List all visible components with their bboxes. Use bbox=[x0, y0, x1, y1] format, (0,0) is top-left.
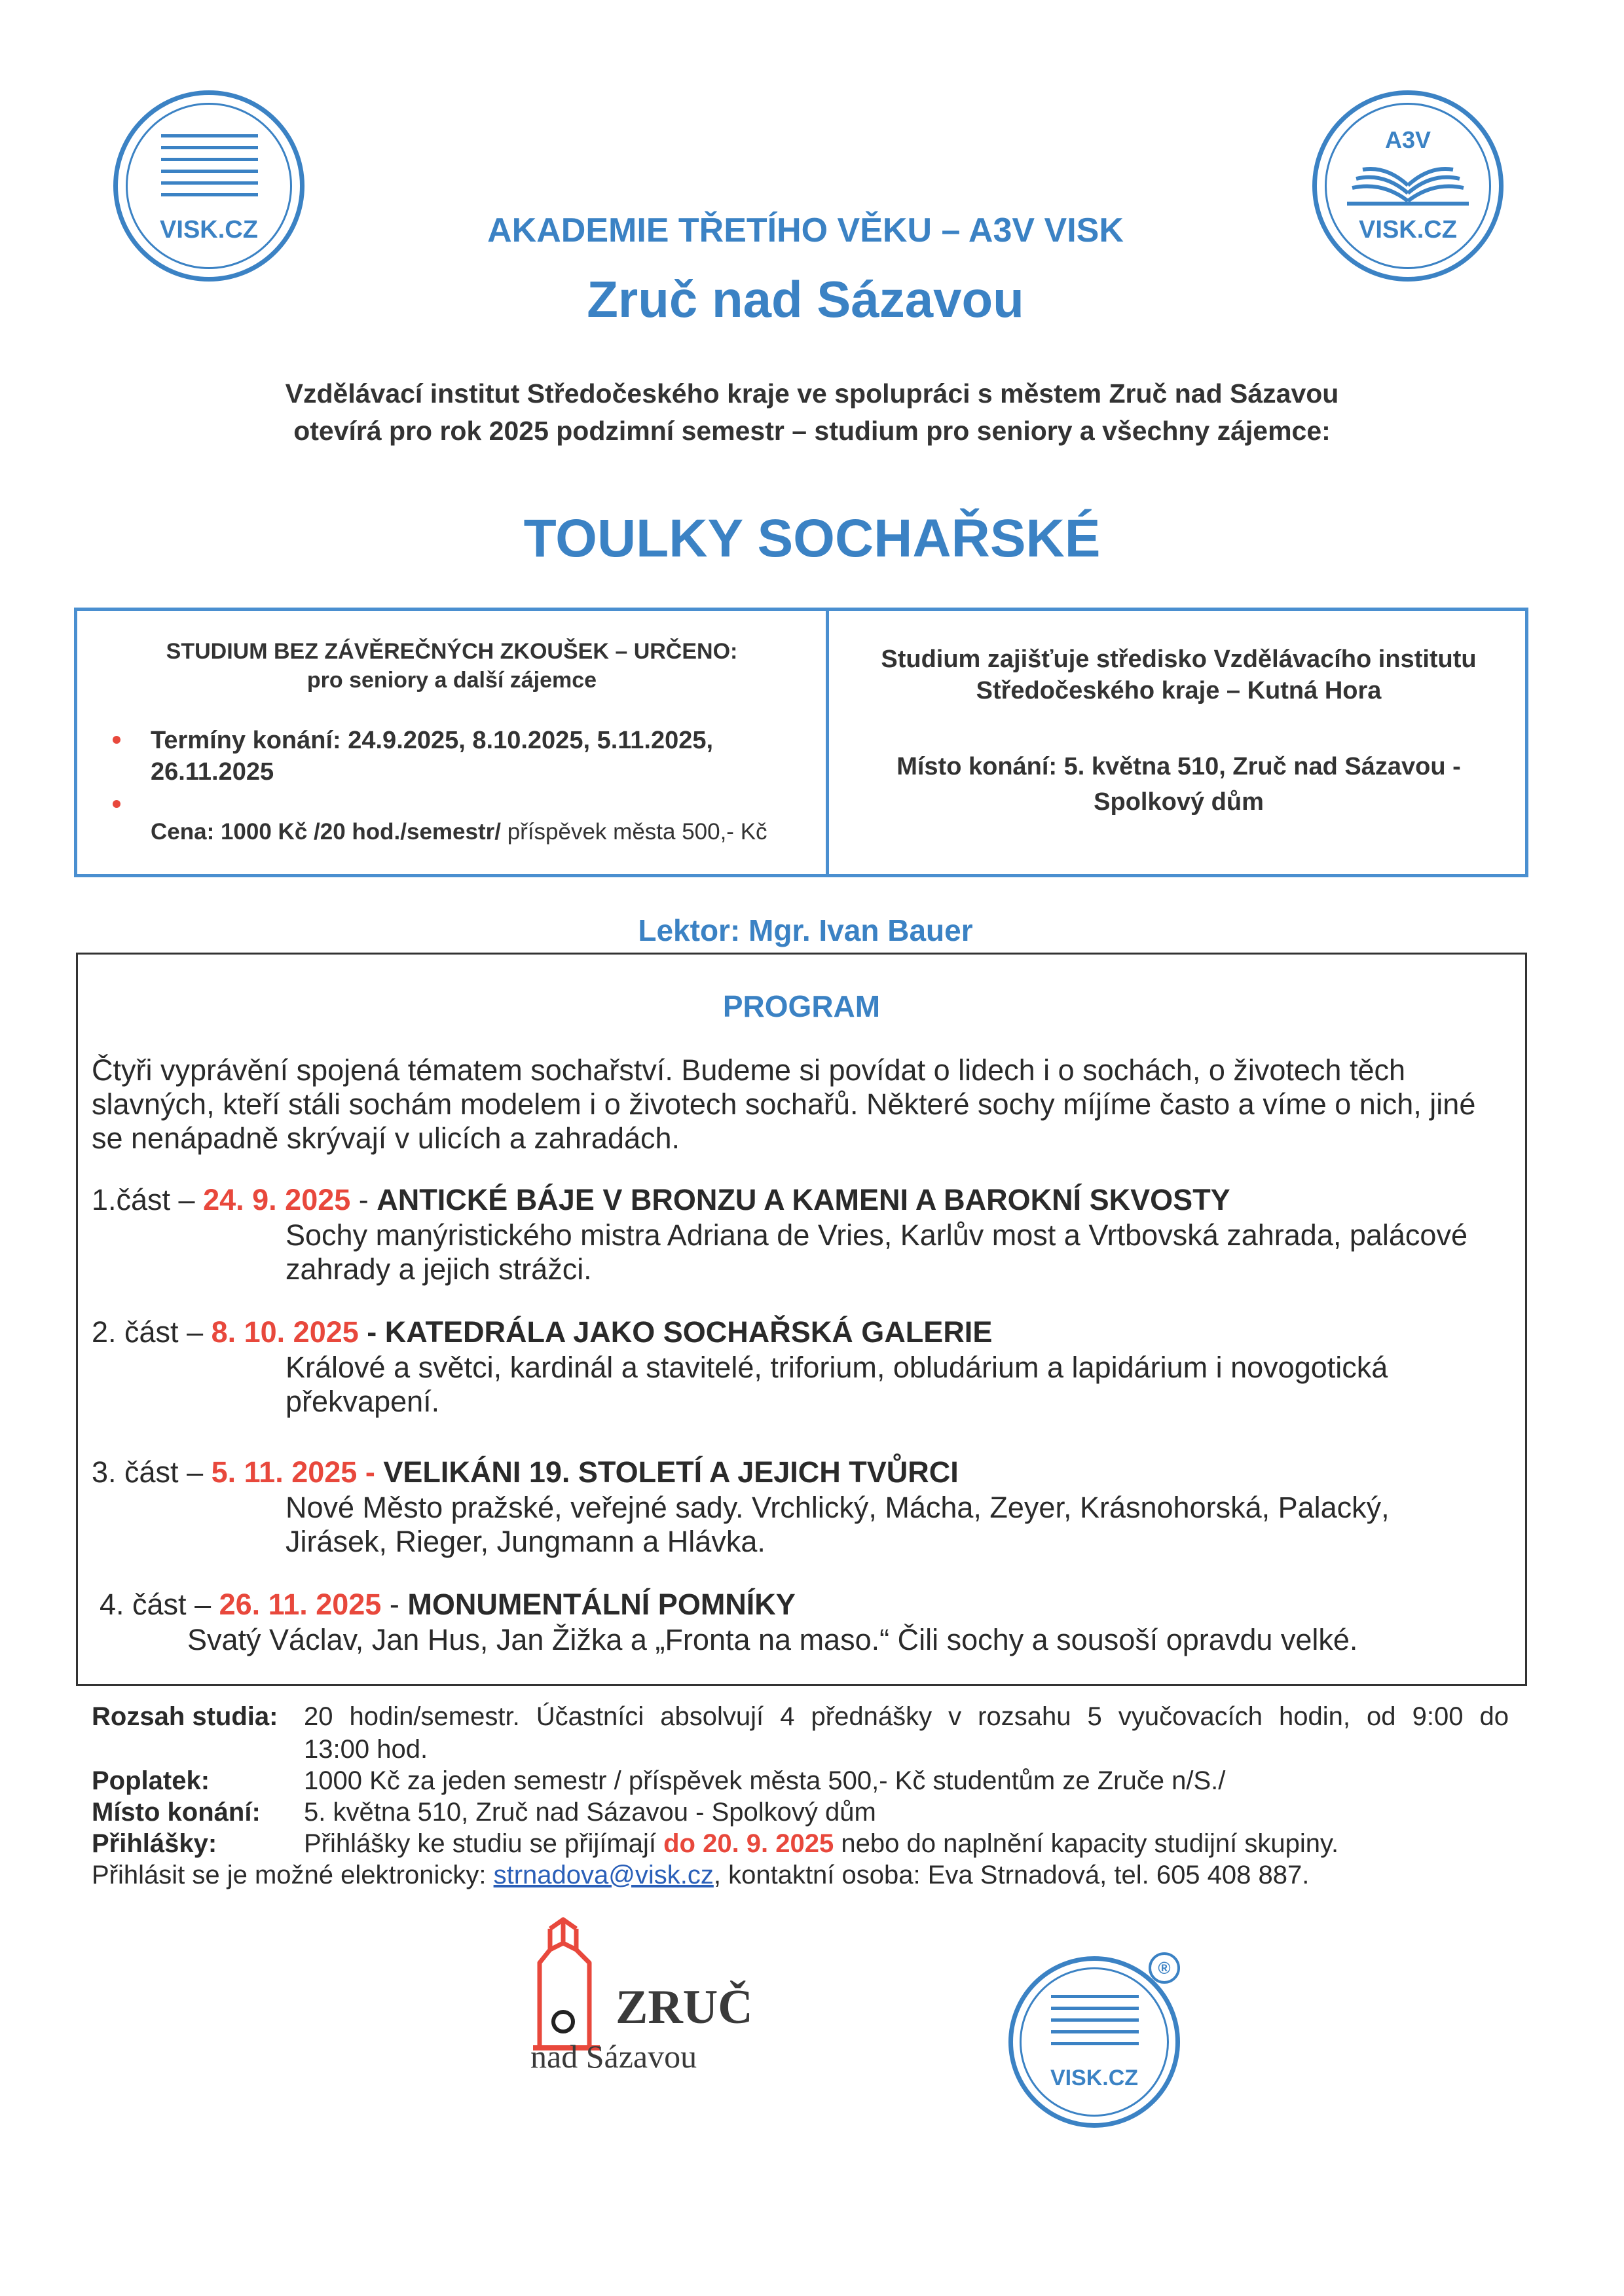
fee-text: 1000 Kč za jeden semestr / příspěvek města 500,- Kč studentům ze Zruče n/S./ bbox=[304, 1766, 1226, 1795]
part-sep: - bbox=[381, 1588, 408, 1621]
visk-logo-text: VISK.CZ bbox=[160, 216, 258, 244]
price-line bbox=[151, 818, 767, 847]
terms-line-1: Termíny konání: 24.9.2025, 8.10.2025, 5.11.2025, bbox=[151, 727, 714, 754]
part-prefix: 4. část – bbox=[100, 1588, 219, 1621]
open-book-icon bbox=[1343, 162, 1473, 208]
email-link[interactable]: strnadova@visk.cz bbox=[493, 1861, 714, 1889]
intro-line-1: Vzdělávací institut Středočeského kraje ve spolupráci s městem Zruč nad Sázavou bbox=[285, 378, 1339, 409]
a3v-visk-logo-right bbox=[1312, 90, 1504, 282]
program-part-1-desc-2: zahrady a jejich strážci. bbox=[286, 1252, 592, 1286]
apply-text-a: Přihlášky ke studiu se přijímají bbox=[304, 1829, 664, 1858]
part-sep: - bbox=[358, 1315, 385, 1349]
part-date: 5. 11. 2025 bbox=[211, 1455, 358, 1489]
visk-logo-text: VISK.CZ bbox=[1050, 2066, 1139, 2090]
place-line-2: Spolkový dům bbox=[1094, 788, 1264, 816]
part-title: KATEDRÁLA JAKO SOCHAŘSKÁ GALERIE bbox=[384, 1315, 993, 1349]
document-lines-icon bbox=[161, 134, 258, 205]
program-part-1-heading bbox=[92, 1182, 1230, 1218]
visk-logo-left bbox=[113, 90, 304, 282]
registered-mark-icon: ® bbox=[1149, 1952, 1180, 1984]
tower-icon bbox=[530, 1917, 602, 2054]
intro-line-2: otevírá pro rok 2025 podzimní semestr – studium pro seniory a všechny zájemce: bbox=[293, 416, 1331, 446]
part-title: MONUMENTÁLNÍ POMNÍKY bbox=[407, 1588, 796, 1621]
program-part-2-heading bbox=[92, 1315, 992, 1351]
program-part-3-desc-2: Jirásek, Rieger, Jungmann a Hlávka. bbox=[286, 1525, 766, 1558]
part-date: 8. 10. 2025 bbox=[211, 1315, 359, 1349]
price-rest: příspěvek města 500,- Kč bbox=[500, 819, 767, 845]
part-date: 24. 9. 2025 bbox=[203, 1183, 351, 1216]
apply-text-b: nebo do naplnění kapacity studijní skupiny. bbox=[834, 1829, 1339, 1858]
program-part-4-heading bbox=[100, 1587, 796, 1623]
visk-logo-text: VISK.CZ bbox=[1359, 216, 1457, 244]
place-label: Místo konání: bbox=[92, 1798, 261, 1827]
part-date: 26. 11. 2025 bbox=[219, 1588, 382, 1621]
part-prefix: 3. část – bbox=[92, 1455, 212, 1489]
program-part-4-desc-1: Svatý Václav, Jan Hus, Jan Žižka a „Fronta na maso.“ Čili sochy a sousoší opravdu velké. bbox=[187, 1623, 1358, 1656]
program-part-1-desc-1: Sochy manýristického mistra Adriana de Vries, Karlův most a Vrtbovská zahrada, palácové bbox=[286, 1218, 1467, 1252]
part-prefix: 2. část – bbox=[92, 1315, 212, 1349]
online-text-a: Přihlásit se je možné elektronicky: bbox=[92, 1861, 494, 1889]
a3v-logo-label: A3V bbox=[1384, 126, 1431, 153]
program-part-2-desc-1: Králové a světci, kardinál a stavitelé, triforium, obludárium a lapidárium i novogotická bbox=[286, 1351, 1388, 1384]
city-title: Zruč nad Sázavou bbox=[587, 270, 1024, 328]
page-title: AKADEMIE TŘETÍHO VĚKU – A3V VISK bbox=[487, 211, 1124, 249]
program-part-2-desc-2: překvapení. bbox=[286, 1385, 440, 1418]
bullet-icon bbox=[113, 800, 120, 808]
place-line-1: Místo konání: 5. května 510, Zruč nad Sázavou - bbox=[896, 753, 1461, 780]
part-sep: - bbox=[350, 1183, 377, 1216]
scope-text-1: 20 hodin/semestr. Účastníci absolvují 4 přednášky v rozsahu 5 vyučovacích hodin, od 9:00 do bbox=[304, 1702, 1509, 1731]
program-part-3-desc-1: Nové Město pražské, veřejné sady. Vrchlický, Mácha, Zeyer, Krásnohorská, Palacký, bbox=[286, 1491, 1390, 1524]
bullet-icon bbox=[113, 736, 120, 744]
study-audience: pro seniory a další zájemce bbox=[306, 668, 597, 693]
provider-line-1: Studium zajišťuje středisko Vzdělávacího institutu bbox=[881, 646, 1477, 673]
program-intro-2: slavných, kteří stáli sochám modelem i o životech sochařů. Některé sochy míjíme často a víme o nich, jiné bbox=[92, 1087, 1476, 1121]
program-intro-1: Čtyři vyprávění spojená tématem sochařství. Budeme si povídat o lidech i o sochách, o životech těch bbox=[92, 1053, 1405, 1087]
part-prefix: 1.část – bbox=[92, 1183, 204, 1216]
apply-deadline: do 20. 9. 2025 bbox=[663, 1829, 834, 1858]
online-apply-line bbox=[92, 1859, 1309, 1891]
provider-line-2: Středočeského kraje – Kutná Hora bbox=[976, 677, 1382, 704]
program-heading: PROGRAM bbox=[722, 989, 881, 1023]
part-title: VELIKÁNI 19. STOLETÍ A JEJICH TVŮRCI bbox=[383, 1455, 959, 1489]
zruc-logo bbox=[530, 1917, 805, 2113]
part-sep: - bbox=[357, 1455, 384, 1489]
visk-logo-footer bbox=[1008, 1956, 1180, 2128]
place-text: 5. května 510, Zruč nad Sázavou - Spolkový dům bbox=[304, 1798, 876, 1827]
price-bold: Cena: 1000 Kč /20 hod./semestr/ bbox=[151, 819, 501, 845]
terms-line-2: 26.11.2025 bbox=[151, 758, 274, 786]
program-intro-3: se nenápadně skrývají v ulicích a zahradách. bbox=[92, 1121, 680, 1155]
scope-text-2: 13:00 hod. bbox=[304, 1735, 428, 1764]
lecturer: Lektor: Mgr. Ivan Bauer bbox=[638, 913, 973, 947]
online-text-b: , kontaktní osoba: Eva Strnadová, tel. 605 408 887. bbox=[713, 1861, 1310, 1889]
zruc-logo-subtitle: nad Sázavou bbox=[530, 2038, 697, 2075]
apply-text bbox=[304, 1828, 1338, 1860]
document-lines-icon bbox=[1051, 1995, 1139, 2054]
course-title: TOULKY SOCHAŘSKÉ bbox=[523, 509, 1101, 568]
fee-label: Poplatek: bbox=[92, 1766, 210, 1795]
study-heading: STUDIUM BEZ ZÁVĚREČNÝCH ZKOUŠEK – URČENO: bbox=[166, 639, 738, 664]
scope-label: Rozsah studia: bbox=[92, 1702, 278, 1731]
apply-label: Přihlášky: bbox=[92, 1829, 217, 1858]
part-title: ANTICKÉ BÁJE V BRONZU A KAMENI A BAROKNÍ SKVOSTY bbox=[377, 1183, 1230, 1216]
zruc-logo-title: ZRUČ bbox=[616, 1980, 753, 2034]
program-part-3-heading bbox=[92, 1455, 959, 1491]
